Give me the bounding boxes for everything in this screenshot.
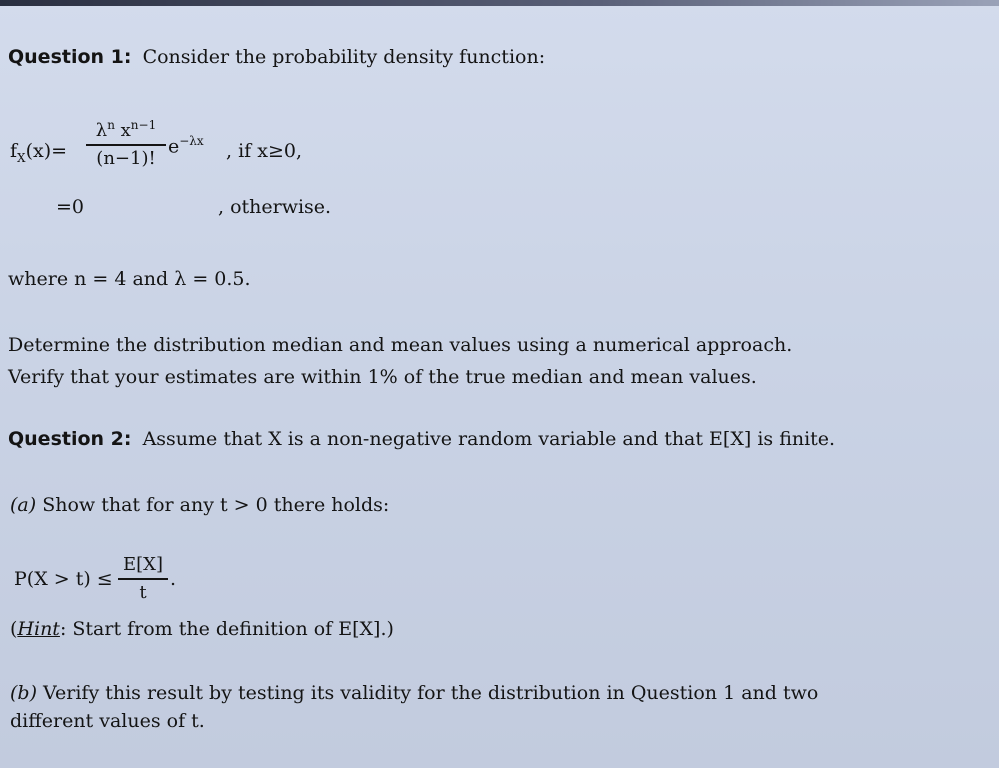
inequality-denominator: t xyxy=(139,581,147,603)
hint-line: (Hint: Start from the definition of E[X].) xyxy=(10,618,394,640)
question-2-heading xyxy=(8,428,835,450)
inequality-lhs: P(X > t) ≤ xyxy=(14,568,113,590)
pdf-fraction-bar xyxy=(86,144,166,146)
hint-label: Hint xyxy=(17,618,60,640)
task-line-2: Verify that your estimates are within 1% of the true median and mean values. xyxy=(8,366,757,388)
pdf-condition-1: , if x≥0, xyxy=(226,140,302,162)
inequality-fraction xyxy=(118,554,168,604)
question-1-intro: Consider the probability density function: xyxy=(142,46,546,68)
question-1-heading xyxy=(8,46,545,68)
pdf-argument: (x)= xyxy=(25,140,68,162)
part-a-text: Show that for any t > 0 there holds: xyxy=(42,494,390,516)
pdf-condition-2: , otherwise. xyxy=(218,196,332,218)
part-b-line-2: different values of t. xyxy=(10,710,205,732)
pdf-f: f xyxy=(10,140,18,162)
part-b-line-1 xyxy=(10,682,818,704)
inequality-fraction-bar xyxy=(118,578,168,580)
inequality-period: . xyxy=(170,568,177,590)
inequality-numerator: E[X] xyxy=(123,554,163,575)
pdf-lhs xyxy=(10,140,67,165)
question-2-intro: Assume that X is a non-negative random variable and that E[X] is finite. xyxy=(142,428,836,450)
pdf-exponential: $e^{-\lambda x}$ xyxy=(168,134,204,158)
page-edge-shadow xyxy=(0,0,999,6)
part-a-label: (a) xyxy=(10,494,37,516)
pdf-subscript: X xyxy=(17,150,26,165)
part-b-text-1: Verify this result by testing its validity for the distribution in Question 1 and two xyxy=(43,682,819,704)
pdf-zero-line: =0 xyxy=(56,196,85,218)
pdf-numerator: $\lambda^n$ $x^{n-1}$ xyxy=(95,118,157,141)
part-a xyxy=(10,494,389,516)
question-2-label: Question 2: xyxy=(8,428,132,450)
question-1-label: Question 1: xyxy=(8,46,132,68)
parameter-line: where n = 4 and λ = 0.5. xyxy=(8,268,251,290)
hint-text: : Start from the definition of E[X].) xyxy=(59,618,394,640)
pdf-denominator: (n−1)! xyxy=(96,147,156,169)
pdf-fraction xyxy=(86,114,166,170)
part-b-label: (b) xyxy=(10,682,37,704)
task-line-1: Determine the distribution median and mean values using a numerical approach. xyxy=(8,334,793,356)
